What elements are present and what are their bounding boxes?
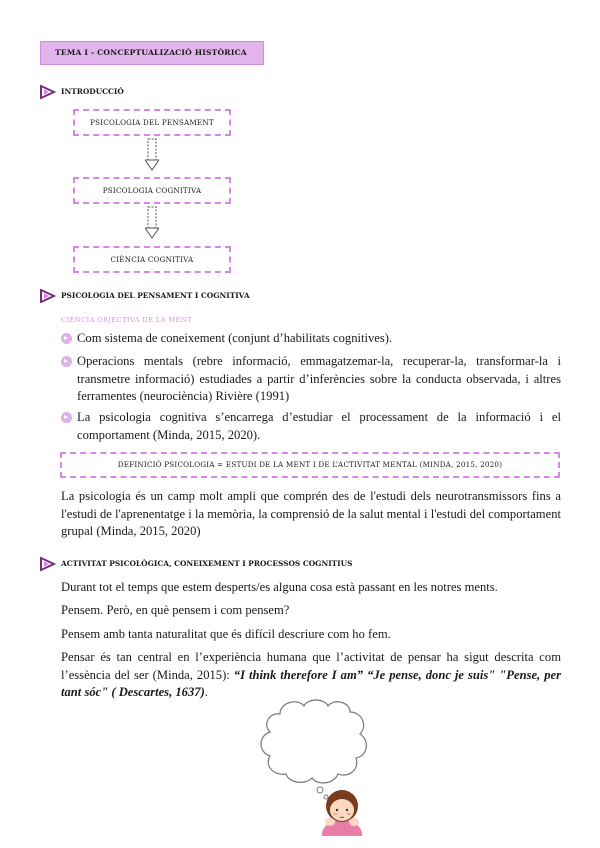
heading-text: ACTIVITAT PSICOLÒGICA, CONEIXEMENT I PROCESSOS COGNITIUS	[61, 559, 353, 568]
section-heading-psicologia	[40, 289, 440, 303]
page-title: TEMA I - CONCEPTUALIZACIÓ HISTÒRICA	[40, 41, 264, 65]
bullet-icon	[61, 333, 72, 344]
play-arrow-icon	[40, 557, 56, 571]
bullet-icon	[61, 412, 72, 423]
descartes-quote: “I think therefore I am” “Je pense, donc je suis" "Pense, per tant sóc" ( Descartes, 1637)	[61, 667, 561, 700]
paragraph: Durant tot el temps que estem desperts/es alguna cosa està passant en les notres ments.	[61, 580, 498, 594]
thought-cloud-icon	[261, 700, 366, 783]
bullet-icon	[61, 356, 72, 367]
thinking-girl-illustration	[250, 696, 380, 836]
flow-box-cognitiva: PSICOLOGIA COGNITIVA	[73, 177, 231, 204]
definition-box: DEFINICIÓ PSICOLOGIA = ESTUDI DE LA MENT I DE L’ACTIVITAT MENTAL (MINDA, 2015, 2020)	[60, 452, 560, 478]
sub-label: CIÈNCIA OBJECTIVA DE LA MENT	[61, 316, 192, 324]
paragraph: La psicologia és un camp molt ampli que comprén des de l'estudi dels neurotransmissors fins a l'estudi de l'aprenentatge i la memòria, la comprensió de la salut mental i l'estudi del comportament grupal (Minda, 2015, 2020)	[61, 489, 561, 539]
arrow-down-icon	[145, 138, 159, 171]
paragraph: Pensem amb tanta naturalitat que és difícil descriure com ho fem.	[61, 627, 391, 641]
heading-text: PSICOLOGIA DEL PENSAMENT I COGNITIVA	[61, 291, 250, 300]
section-heading-introduccio	[40, 85, 340, 99]
list-item: La psicologia cognitiva s’encarrega d’estudiar el processament de la informació i el comportament (Minda, 2015, 2020).	[61, 409, 561, 444]
flow-box-ciencia: CIÈNCIA COGNITIVA	[73, 246, 231, 273]
list-item: Operacions mentals (rebre informació, emmagatzemar-la, recuperar-la, transformar-la i transmetre informació) estudiades a partir d’inferències sobre la conducta observada, i altres ferramentes (neurociència) Rivière (1991)	[61, 353, 561, 406]
section-heading-activitat	[40, 557, 490, 571]
list-item: Com sistema de coneixement (conjunt d’habilitats cognitives).	[61, 330, 561, 348]
flow-box-pensament: PSICOLOGIA DEL PENSAMENT	[73, 109, 231, 136]
paragraph: Pensar és tan central en l’experiència humana que l’activitat de pensar ha sigut descrita com l’essència del ser (Minda, 2015): “I think therefore I am” “Je pense, donc je suis" "Pense, per tant sóc" ( Descartes, 1637).	[61, 650, 561, 700]
arrow-down-icon	[145, 206, 159, 239]
paragraph: Pensem. Però, en què pensem i com pensem?	[61, 603, 290, 617]
play-arrow-icon	[40, 289, 56, 303]
play-arrow-icon	[40, 85, 56, 99]
heading-text: INTRODUCCIÓ	[61, 87, 124, 96]
